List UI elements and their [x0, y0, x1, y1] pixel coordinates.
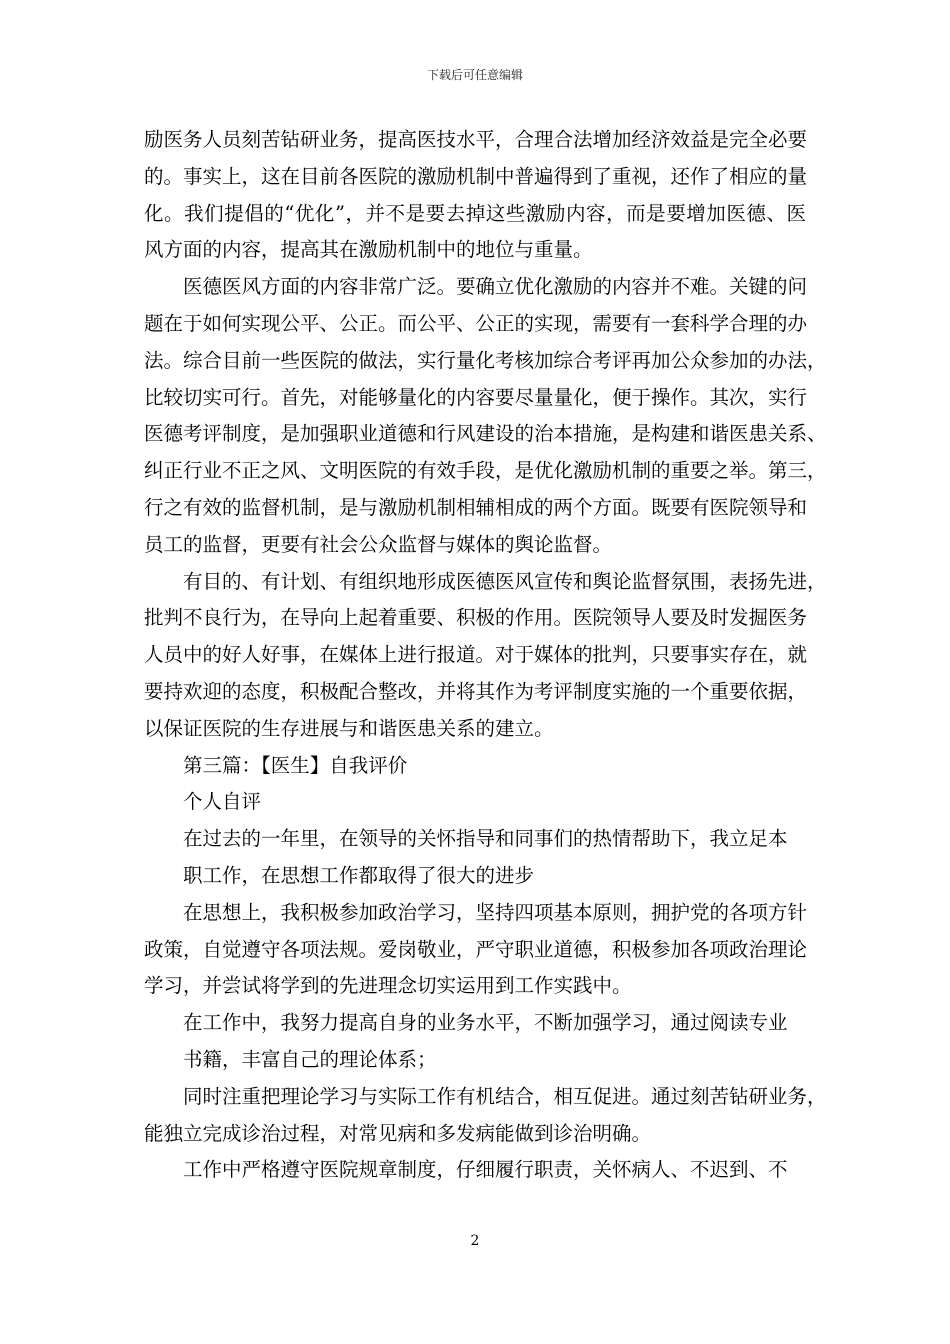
- text-line: 比较切实可行。首先，对能够量化的内容要尽量量化，便于操作。其次，实行: [144, 385, 808, 409]
- text-line: 职工作，在思想工作都取得了很大的进步: [183, 863, 535, 887]
- page-header: 下载后可任意编辑: [426, 68, 523, 82]
- text-line: 在过去的一年里，在领导的关怀指导和同事们的热情帮助下，我立足本: [183, 827, 788, 851]
- text-line: 人员中的好人好事，在媒体上进行报道。对于媒体的批判，只要事实存在，就: [144, 643, 808, 667]
- text-line: 要持欢迎的态度，积极配合整改，并将其作为考评制度实施的一个重要依据，: [144, 679, 808, 703]
- text-line: 行之有效的监督机制，是与激励机制相辅相成的两个方面。既要有医院领导和: [144, 495, 808, 519]
- text-line: 书籍，丰富自己的理论体系；: [183, 1047, 437, 1071]
- text-line: 有目的、有计划、有组织地形成医德医风宣传和舆论监督氛围，表扬先进，: [183, 569, 827, 593]
- text-line: 学习，并尝试将学到的先进理念切实运用到工作实践中。: [144, 974, 632, 998]
- text-line: 批判不良行为，在导向上起着重要、积极的作用。医院领导人要及时发掘医务: [144, 606, 808, 630]
- text-line: 法。综合目前一些医院的做法，实行量化考核加综合考评再加公众参加的办法，: [144, 348, 827, 372]
- text-line: 工作中严格遵守医院规章制度，仔细履行职责，关怀病人、不迟到、不: [183, 1158, 788, 1182]
- text-line: 医德医风方面的内容非常广泛。要确立优化激励的内容并不难。关键的问: [183, 275, 808, 299]
- document-body: [144, 122, 827, 1189]
- text-line: 第三篇：【医生】自我评价: [183, 753, 408, 777]
- text-line: 励医务人员刻苦钻研业务，提高医技水平，合理合法增加经济效益是完全必要: [144, 128, 808, 151]
- text-line: 在思想上，我积极参加政治学习，坚持四项基本原则，拥护党的各项方针: [183, 900, 808, 924]
- text-line: 纠正行业不正之风、文明医院的有效手段，是优化激励机制的重要之举。第三，: [144, 459, 827, 483]
- text-line: 在工作中，我努力提高自身的业务水平，不断加强学习，通过阅读专业: [183, 1011, 788, 1035]
- text-line: 以保证医院的生存进展与和谐医患关系的建立。: [144, 716, 554, 740]
- text-line: 的。事实上，这在目前各医院的激励机制中普遍得到了重视，还作了相应的量: [144, 164, 808, 188]
- text-line: 医德考评制度，是加强职业道德和行风建设的治本措施，是构建和谐医患关系、: [144, 422, 827, 446]
- text-line: 同时注重把理论学习与实际工作有机结合，相互促进。通过刻苦钻研业务，: [183, 1084, 827, 1108]
- page-number: 2: [470, 1233, 480, 1249]
- text-line: 能独立完成诊治过程，对常见病和多发病能做到诊治明确。: [144, 1121, 652, 1145]
- text-line: 政策，自觉遵守各项法规。爱岗敬业，严守职业道德，积极参加各项政治理论: [144, 937, 808, 961]
- text-line: 题在于如何实现公平、公正。而公平、公正的实现，需要有一套科学合理的办: [144, 311, 808, 335]
- text-line: 风方面的内容，提高其在激励机制中的地位与重量。: [144, 238, 593, 262]
- text-line: 化。我们提倡的“优化”，并不是要去掉这些激励内容，而是要增加医德、医: [144, 201, 806, 225]
- text-line: 员工的监督，更要有社会公众监督与媒体的舆论监督。: [144, 532, 613, 556]
- text-line: 个人自评: [183, 790, 262, 814]
